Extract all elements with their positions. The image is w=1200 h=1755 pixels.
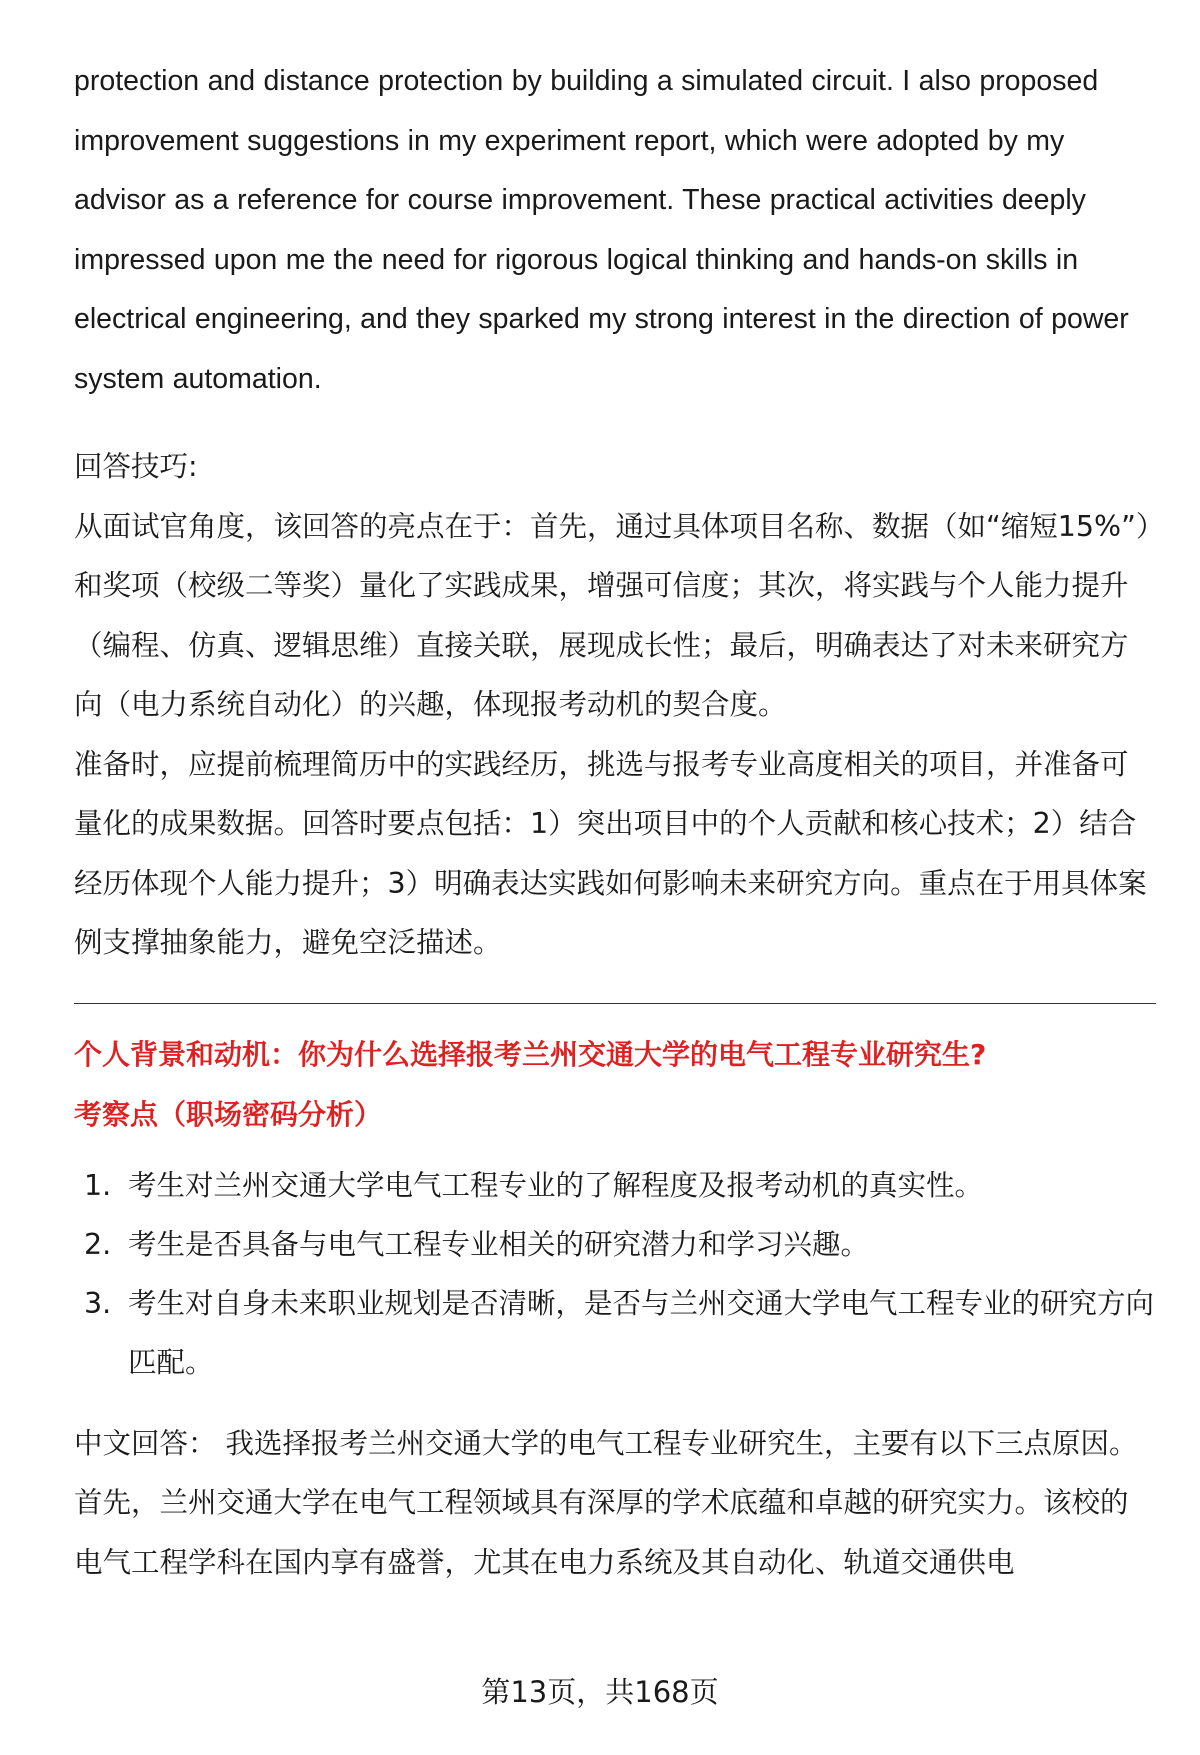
document-page — [74, 52, 1154, 1592]
list-item — [74, 1156, 1154, 1215]
question-title: 个人背景和动机：你为什么选择报考兰州交通大学的电气工程专业研究生? — [74, 1037, 987, 1071]
tips-label: 回答技巧: — [74, 450, 198, 483]
list-item-number: 2. — [84, 1227, 112, 1261]
english-answer-paragraph: protection and distance protection by building a simulated circuit. I also proposed improvement suggestions in my experiment report, which were adopted by my advisor as a reference for course improvement. These practical activities deeply impressed upon me the need for rigorous logical thinking and hands-on skills in electrical engineering, and they sparked my strong interest in the direction of power system automation. — [74, 65, 1129, 395]
section-divider — [74, 1003, 1156, 1004]
list-item-number: 3. — [84, 1286, 112, 1320]
list-item-number: 1. — [84, 1168, 112, 1202]
assessment-points-list — [74, 1156, 1154, 1392]
list-item-text: 考生对兰州交通大学电气工程专业的了解程度及报考动机的真实性。 — [128, 1168, 984, 1202]
list-item — [74, 1274, 1154, 1392]
tips-paragraph-1: 从面试官角度，该回答的亮点在于：首先，通过具体项目名称、数据（如“缩短15%”）和奖项（校级二等奖）量化了实践成果，增强可信度；其次，将实践与个人能力提升（编程、仿真、逻辑思维）直接关联，展现成长性；最后，明确表达了对未来研究方向（电力系统自动化）的兴趣，体现报考动机的契合度。 — [74, 509, 1151, 721]
list-item-text: 考生是否具备与电气工程专业相关的研究潜力和学习兴趣。 — [128, 1227, 870, 1261]
question-subtitle: 考察点（职场密码分析） — [74, 1097, 383, 1131]
list-item — [74, 1215, 1154, 1274]
chinese-answer-paragraph: 中文回答： 我选择报考兰州交通大学的电气工程专业研究生，主要有以下三点原因。首先，兰州交通大学在电气工程领域具有深厚的学术底蕴和卓越的研究实力。该校的电气工程学科在国内享有盛誉，尤其在电力系统及其自动化、轨道交通供电 — [74, 1426, 1138, 1579]
list-item-text: 考生对自身未来职业规划是否清晰，是否与兰州交通大学电气工程专业的研究方向匹配。 — [128, 1286, 1155, 1379]
tips-paragraph-2: 准备时，应提前梳理简历中的实践经历，挑选与报考专业高度相关的项目，并准备可量化的成果数据。回答时要点包括：1）突出项目中的个人贡献和核心技术；2）结合经历体现个人能力提升；3）明确表达实践如何影响未来研究方向。重点在于用具体案例支撑抽象能力，避免空泛描述。 — [74, 747, 1147, 959]
page-number-footer: 第13页，共168页 — [481, 1675, 719, 1709]
